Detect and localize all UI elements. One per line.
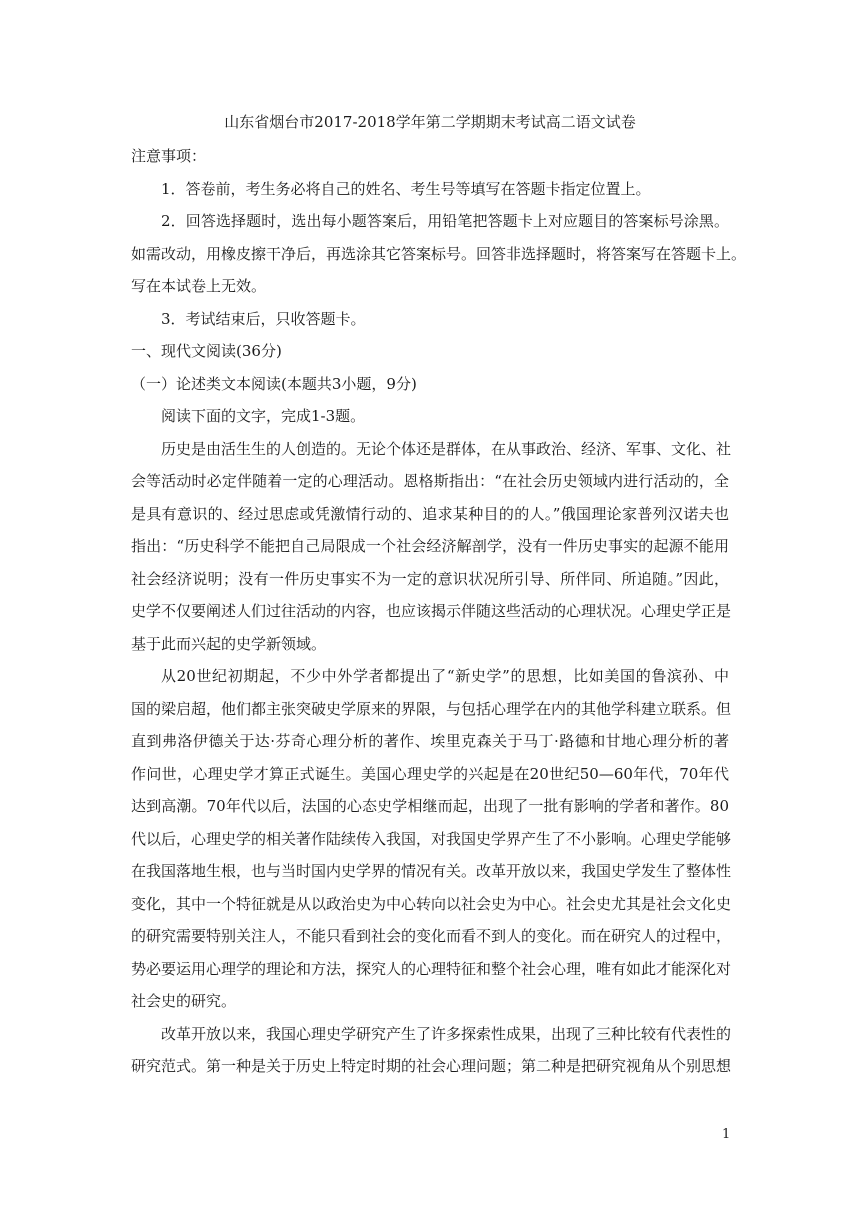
paragraph-line: 势必要运用心理学的理论和方法，探究人的心理特征和整个社会心理，唯有如此才能深化对 (131, 959, 732, 978)
paragraph-line: 的研究需要特别关注人，不能只看到社会的变化而看不到人的变化。而在研究人的过程中， (131, 927, 732, 945)
notice-heading: 注意事项： (131, 147, 207, 165)
paragraph-line: 达到高潮。70年代以后，法国的心态史学相继而起，出现了一批有影响的学者和著作。80 (131, 797, 729, 815)
paragraph-line: 社会史的研究。 (131, 992, 237, 1010)
paragraph-line: 社会经济说明；没有一件历史事实不为一定的意识状况所引导、所伴同、所追随。”因此， (131, 569, 729, 588)
section-heading: 一、现代文阅读(36分) (131, 342, 282, 360)
paragraph-line: 代以后，心理史学的相关著作陆续传入我国，对我国史学界产生了不小影响。心理史学能够 (131, 829, 732, 848)
paragraph-line: 会等活动时必定伴随着一定的心理活动。恩格斯指出：“在社会历史领域内进行活动的，全 (131, 472, 729, 490)
notice-item: 2．回答选择题时，选出每小题答案后，用铅笔把答题卡上对应题目的答案标号涂黑。 (161, 212, 729, 230)
paragraph-line: 国的梁启超，他们都主张突破史学原来的界限，与包括心理学在内的其他学科建立联系。但 (131, 699, 732, 718)
paragraph-2 (131, 660, 732, 1018)
notice-item-continuation: 写在本试卷上无效。 (131, 277, 267, 295)
paragraph-line: 基于此而兴起的史学新领域。 (131, 634, 327, 653)
paragraph-3 (131, 1018, 732, 1083)
paragraph-line: 历史是由活生生的人创造的。无论个体还是群体，在从事政治、经济、军事、文化、社 (161, 439, 732, 458)
paragraph-line: 在我国落地生根，也与当时国内史学界的情况有关。改革开放以来，我国史学发生了整体性 (131, 862, 732, 880)
notice-item: 1．答卷前，考生务必将自己的姓名、考生号等填写在答题卡指定位置上。 (161, 179, 651, 198)
paragraph-line: 从20世纪初期起，不少中外学者都提出了“新史学”的思想，比如美国的鲁滨孙、中 (161, 667, 729, 685)
paragraph-line: 指出：“历史科学不能把自己局限成一个社会经济解剖学，没有一件历史事实的起源不能用 (131, 537, 729, 555)
paragraph-line: 研究范式。第一种是关于历史上特定时期的社会心理问题；第二种是把研究视角从个别思想 (131, 1057, 732, 1075)
subsection-heading: （一）论述类文本阅读(本题共3小题，9分) (131, 374, 417, 393)
paragraph-line: 史学不仅要阐述人们过往活动的内容，也应该揭示伴随这些活动的心理状况。心理史学正是 (131, 602, 732, 620)
page-number: 1 (722, 1127, 731, 1142)
paragraph-line: 改革开放以来，我国心理史学研究产生了许多探索性成果，出现了三种比较有代表性的 (161, 1024, 732, 1043)
paragraph-line: 是具有意识的、经过思虑或凭激情行动的、追求某种目的的人。”俄国理论家普列汉诺夫也 (131, 504, 729, 523)
paragraph-line: 作问世，心理史学才算正式诞生。美国心理史学的兴起是在20世纪50—60年代，70年代 (131, 764, 729, 783)
reading-instruction: 阅读下面的文字，完成1-3题。 (161, 407, 366, 425)
notice-item: 3．考试结束后，只收答题卡。 (161, 309, 366, 328)
document-title: 山东省烟台市2017-2018学年第二学期期末考试高二语文试卷 (224, 113, 636, 131)
paragraph-line: 直到弗洛伊德关于达·芬奇心理分析的著作、埃里克森关于马丁·路德和甘地心理分析的著 (131, 732, 729, 750)
paragraph-1 (131, 433, 732, 661)
notice-item-continuation: 如需改动，用橡皮擦干净后，再选涂其它答案标号。回答非选择题时，将答案写在答题卡上。 (131, 244, 747, 263)
paragraph-line: 变化，其中一个特征就是从以政治史为中心转向以社会史为中心。社会史尤其是社会文化史 (131, 894, 732, 913)
document-body (131, 140, 747, 1083)
